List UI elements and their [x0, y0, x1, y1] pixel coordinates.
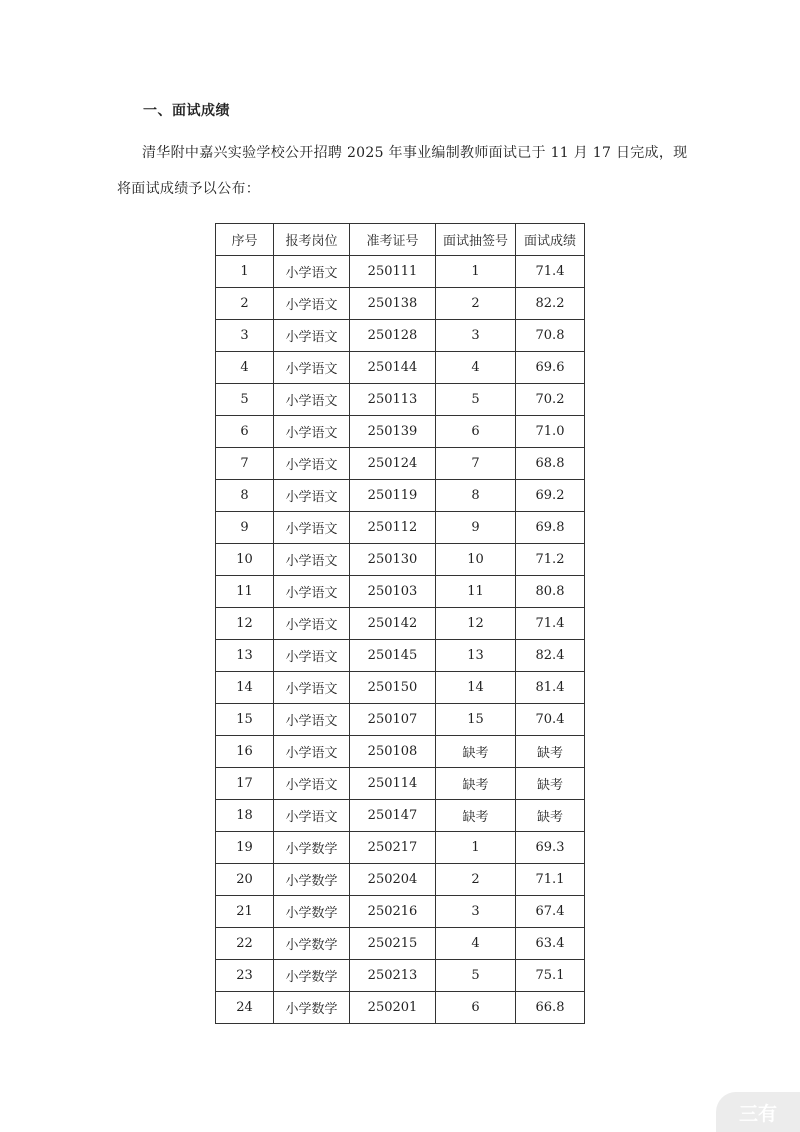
cell-score: 69.2: [516, 480, 585, 512]
table-row: [216, 512, 585, 544]
cell-position: 小学数学: [274, 864, 350, 896]
cell-position: 小学语文: [274, 480, 350, 512]
table-row: [216, 864, 585, 896]
cell-exam-id: 250124: [350, 448, 436, 480]
cell-draw-number: 8: [436, 480, 516, 512]
cell-serial: 4: [216, 352, 274, 384]
intro-paragraph: 清华附中嘉兴实验学校公开招聘 2025 年事业编制教师面试已于 11 月 17 日完成，现将面试成绩予以公布：: [117, 145, 688, 197]
cell-score: 66.8: [516, 992, 585, 1024]
cell-draw-number: 11: [436, 576, 516, 608]
cell-exam-id: 250213: [350, 960, 436, 992]
table-row: [216, 256, 585, 288]
cell-serial: 16: [216, 736, 274, 768]
cell-draw-number: 12: [436, 608, 516, 640]
table-row: [216, 576, 585, 608]
cell-score: 80.8: [516, 576, 585, 608]
cell-score: 71.2: [516, 544, 585, 576]
cell-score: 71.0: [516, 416, 585, 448]
cell-draw-number: 6: [436, 992, 516, 1024]
cell-exam-id: 250145: [350, 640, 436, 672]
cell-position: 小学数学: [274, 960, 350, 992]
cell-position: 小学语文: [274, 352, 350, 384]
cell-score: 71.4: [516, 608, 585, 640]
cell-position: 小学语文: [274, 288, 350, 320]
table-row: [216, 640, 585, 672]
table-row: [216, 960, 585, 992]
cell-serial: 14: [216, 672, 274, 704]
cell-serial: 10: [216, 544, 274, 576]
cell-draw-number: 1: [436, 256, 516, 288]
cell-serial: 3: [216, 320, 274, 352]
cell-exam-id: 250108: [350, 736, 436, 768]
cell-serial: 8: [216, 480, 274, 512]
cell-position: 小学语文: [274, 256, 350, 288]
cell-draw-number: 3: [436, 896, 516, 928]
cell-position: 小学数学: [274, 832, 350, 864]
cell-score: 82.2: [516, 288, 585, 320]
table-row: [216, 544, 585, 576]
interview-score-table: [215, 223, 585, 1024]
cell-position: 小学语文: [274, 320, 350, 352]
cell-exam-id: 250201: [350, 992, 436, 1024]
section-heading: 一、面试成绩: [143, 103, 230, 119]
cell-serial: 12: [216, 608, 274, 640]
cell-position: 小学语文: [274, 704, 350, 736]
cell-exam-id: 250215: [350, 928, 436, 960]
cell-draw-number: 缺考: [436, 736, 516, 768]
cell-position: 小学语文: [274, 384, 350, 416]
cell-score: 70.4: [516, 704, 585, 736]
cell-draw-number: 9: [436, 512, 516, 544]
table-row: [216, 480, 585, 512]
cell-exam-id: 250119: [350, 480, 436, 512]
cell-position: 小学语文: [274, 512, 350, 544]
table-row: [216, 928, 585, 960]
cell-serial: 1: [216, 256, 274, 288]
table-row: [216, 416, 585, 448]
cell-exam-id: 250139: [350, 416, 436, 448]
cell-exam-id: 250111: [350, 256, 436, 288]
cell-serial: 20: [216, 864, 274, 896]
cell-position: 小学语文: [274, 416, 350, 448]
cell-draw-number: 14: [436, 672, 516, 704]
cell-position: 小学语文: [274, 768, 350, 800]
table-row: [216, 672, 585, 704]
cell-draw-number: 13: [436, 640, 516, 672]
cell-serial: 5: [216, 384, 274, 416]
header-draw-number: 面试抽签号: [436, 224, 516, 256]
cell-serial: 19: [216, 832, 274, 864]
cell-draw-number: 6: [436, 416, 516, 448]
table-row: [216, 320, 585, 352]
cell-draw-number: 1: [436, 832, 516, 864]
cell-serial: 24: [216, 992, 274, 1024]
cell-score: 缺考: [516, 768, 585, 800]
cell-exam-id: 250114: [350, 768, 436, 800]
cell-position: 小学数学: [274, 992, 350, 1024]
cell-draw-number: 4: [436, 352, 516, 384]
cell-exam-id: 250128: [350, 320, 436, 352]
header-exam-id: 准考证号: [350, 224, 436, 256]
cell-serial: 2: [216, 288, 274, 320]
cell-serial: 7: [216, 448, 274, 480]
cell-score: 63.4: [516, 928, 585, 960]
table-row: [216, 992, 585, 1024]
cell-position: 小学语文: [274, 448, 350, 480]
cell-serial: 9: [216, 512, 274, 544]
cell-score: 71.1: [516, 864, 585, 896]
cell-draw-number: 3: [436, 320, 516, 352]
cell-position: 小学语文: [274, 640, 350, 672]
cell-position: 小学语文: [274, 672, 350, 704]
table-row: [216, 896, 585, 928]
cell-position: 小学语文: [274, 800, 350, 832]
watermark-logo: 三有: [716, 1092, 800, 1132]
cell-serial: 15: [216, 704, 274, 736]
cell-score: 67.4: [516, 896, 585, 928]
cell-score: 69.3: [516, 832, 585, 864]
cell-score: 70.2: [516, 384, 585, 416]
cell-serial: 17: [216, 768, 274, 800]
cell-position: 小学语文: [274, 608, 350, 640]
table-row: [216, 832, 585, 864]
header-score: 面试成绩: [516, 224, 585, 256]
cell-position: 小学语文: [274, 736, 350, 768]
table-row: [216, 352, 585, 384]
cell-exam-id: 250144: [350, 352, 436, 384]
header-position: 报考岗位: [274, 224, 350, 256]
cell-draw-number: 4: [436, 928, 516, 960]
table-row: [216, 288, 585, 320]
cell-draw-number: 缺考: [436, 800, 516, 832]
cell-position: 小学数学: [274, 928, 350, 960]
cell-serial: 13: [216, 640, 274, 672]
cell-serial: 23: [216, 960, 274, 992]
cell-exam-id: 250112: [350, 512, 436, 544]
cell-exam-id: 250107: [350, 704, 436, 736]
cell-exam-id: 250142: [350, 608, 436, 640]
cell-draw-number: 10: [436, 544, 516, 576]
cell-exam-id: 250130: [350, 544, 436, 576]
cell-score: 82.4: [516, 640, 585, 672]
table-row: [216, 704, 585, 736]
cell-score: 69.8: [516, 512, 585, 544]
cell-position: 小学数学: [274, 896, 350, 928]
table-row: [216, 768, 585, 800]
cell-draw-number: 7: [436, 448, 516, 480]
cell-position: 小学语文: [274, 544, 350, 576]
cell-serial: 22: [216, 928, 274, 960]
cell-position: 小学语文: [274, 576, 350, 608]
header-serial: 序号: [216, 224, 274, 256]
cell-score: 68.8: [516, 448, 585, 480]
table-row: [216, 608, 585, 640]
table-row: [216, 800, 585, 832]
cell-score: 75.1: [516, 960, 585, 992]
cell-draw-number: 2: [436, 864, 516, 896]
cell-draw-number: 2: [436, 288, 516, 320]
cell-exam-id: 250103: [350, 576, 436, 608]
cell-score: 70.8: [516, 320, 585, 352]
cell-draw-number: 5: [436, 960, 516, 992]
table-row: [216, 384, 585, 416]
cell-exam-id: 250147: [350, 800, 436, 832]
cell-exam-id: 250150: [350, 672, 436, 704]
table-row: [216, 448, 585, 480]
cell-exam-id: 250113: [350, 384, 436, 416]
table-row: [216, 736, 585, 768]
cell-exam-id: 250138: [350, 288, 436, 320]
cell-score: 缺考: [516, 736, 585, 768]
cell-exam-id: 250217: [350, 832, 436, 864]
cell-draw-number: 缺考: [436, 768, 516, 800]
cell-serial: 11: [216, 576, 274, 608]
cell-serial: 6: [216, 416, 274, 448]
cell-exam-id: 250204: [350, 864, 436, 896]
cell-exam-id: 250216: [350, 896, 436, 928]
table-header-row: [216, 224, 585, 256]
cell-serial: 21: [216, 896, 274, 928]
cell-draw-number: 15: [436, 704, 516, 736]
cell-score: 69.6: [516, 352, 585, 384]
cell-score: 71.4: [516, 256, 585, 288]
cell-draw-number: 5: [436, 384, 516, 416]
cell-serial: 18: [216, 800, 274, 832]
cell-score: 81.4: [516, 672, 585, 704]
cell-score: 缺考: [516, 800, 585, 832]
